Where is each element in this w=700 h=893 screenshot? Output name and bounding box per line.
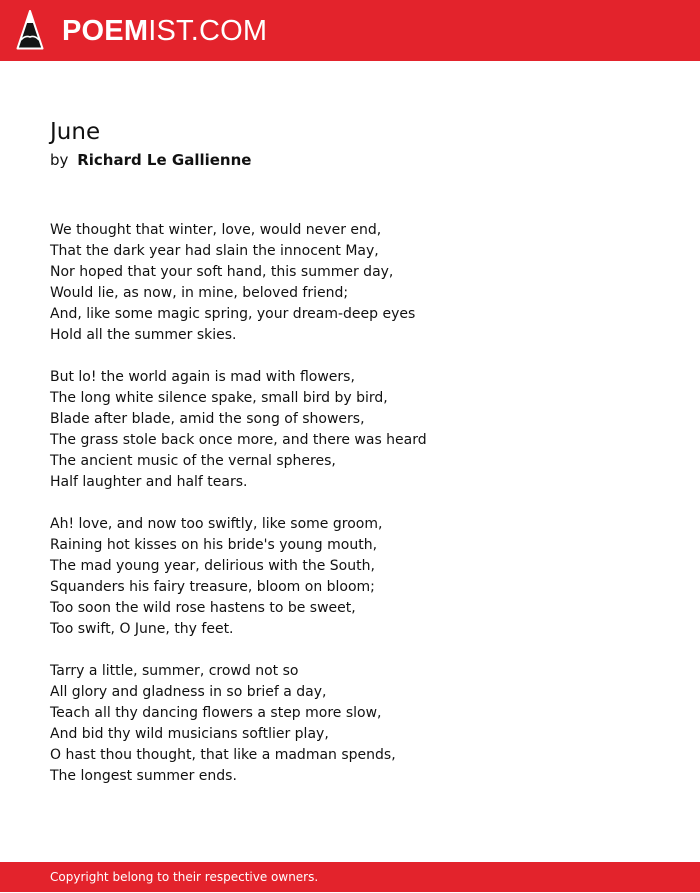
poem-line: Would lie, as now, in mine, beloved friend;	[50, 285, 349, 301]
logo-wordmark-light: IST.COM	[148, 15, 268, 47]
poem-line: Teach all thy dancing flowers a step more slow,	[50, 705, 382, 721]
site-header	[0, 0, 700, 61]
poem-line: The grass stole back once more, and there was heard	[50, 432, 427, 448]
site-footer	[0, 862, 700, 892]
poem-line: Raining hot kisses on his bride's young mouth,	[50, 537, 378, 553]
poem-line: O hast thou thought, that like a madman spends,	[50, 747, 396, 763]
poem-line: Too soon the wild rose hastens to be sweet,	[50, 600, 356, 616]
poem-line: The long white silence spake, small bird by bird,	[50, 390, 388, 406]
poem-line: All glory and gladness in so brief a day,	[50, 684, 327, 700]
poem-line: Squanders his fairy treasure, bloom on bloom;	[50, 579, 375, 595]
poem-line: And, like some magic spring, your dream-deep eyes	[50, 306, 416, 322]
poem-line: Too swift, O June, thy feet.	[50, 621, 234, 637]
pencil-tip-icon	[16, 10, 44, 52]
poem-content	[50, 116, 650, 808]
poem-author: Richard Le Gallienne	[77, 151, 252, 169]
stanza-2	[50, 367, 650, 493]
poem-line: Half laughter and half tears.	[50, 474, 248, 490]
site-logo[interactable]	[16, 9, 267, 53]
poem-line: The longest summer ends.	[50, 768, 237, 784]
poem-title: June	[50, 119, 101, 145]
poem-line: The ancient music of the vernal spheres,	[50, 453, 336, 469]
poem-line: Blade after blade, amid the song of showers,	[50, 411, 365, 427]
poem-line: Ah! love, and now too swiftly, like some groom,	[50, 516, 383, 532]
poem-line: Tarry a little, summer, crowd not so	[50, 663, 299, 679]
byline-prefix: by	[50, 151, 69, 169]
poem-line: We thought that winter, love, would never end,	[50, 222, 382, 238]
poem-body	[50, 220, 650, 787]
poem-line: That the dark year had slain the innocent May,	[50, 243, 379, 259]
stanza-3	[50, 514, 650, 640]
poem-byline	[50, 149, 650, 171]
stanza-1	[50, 220, 650, 346]
poem-line: Hold all the summer skies.	[50, 327, 237, 343]
poem-line: And bid thy wild musicians softlier play,	[50, 726, 329, 742]
poem-line: Nor hoped that your soft hand, this summer day,	[50, 264, 394, 280]
logo-wordmark	[62, 9, 267, 53]
poem-line: The mad young year, delirious with the South,	[50, 558, 375, 574]
logo-wordmark-bold: POEM	[62, 15, 149, 47]
poem-line: But lo! the world again is mad with flowers,	[50, 369, 355, 385]
stanza-4	[50, 661, 650, 787]
copyright-notice: Copyright belong to their respective owners.	[50, 870, 319, 884]
